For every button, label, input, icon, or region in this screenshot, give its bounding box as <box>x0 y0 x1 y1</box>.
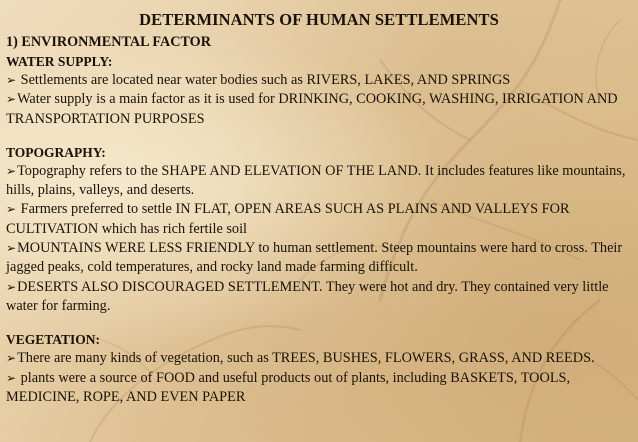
arrow-bullet-icon: ➢ <box>6 73 17 87</box>
topography-point-4: ➢DESERTS ALSO DISCOURAGED SETTLEMENT. They were hot and dry. They contained very little water for farming. <box>6 278 609 314</box>
environmental-factor-heading: 1) ENVIRONMENTAL FACTOR <box>6 34 211 50</box>
arrow-bullet-icon: ➢ <box>6 279 17 294</box>
arrow-bullet-icon: ➢ <box>6 351 17 366</box>
arrow-bullet-icon: ➢ <box>6 241 17 256</box>
water-point-1: ➢ Settlements are located near water bodies such as RIVERS, LAKES, AND SPRINGS <box>6 72 511 88</box>
topography-point-2: ➢ Farmers preferred to settle IN FLAT, OPEN AREAS SUCH AS PLAINS AND VALLEYS FOR CULTIVATION which has rich fertile soil <box>6 201 570 237</box>
arrow-bullet-icon: ➢ <box>6 92 17 107</box>
arrow-bullet-icon: ➢ <box>6 202 17 217</box>
arrow-bullet-icon: ➢ <box>6 163 17 178</box>
topography-heading: TOPOGRAPHY: <box>6 144 106 160</box>
vegetation-point-1: ➢There are many kinds of vegetation, such as TREES, BUSHES, FLOWERS, GRASS, AND REEDS. <box>6 350 595 367</box>
vegetation-heading: VEGETATION: <box>6 332 101 348</box>
water-supply-heading: WATER SUPPLY: <box>6 54 113 69</box>
topography-point-1: ➢Topography refers to the SHAPE AND ELEVATION OF THE LAND. It includes features like mountains, hills, plains, valleys, and deserts. <box>6 162 626 199</box>
water-point-2: ➢Water supply is a main factor as it is used for DRINKING, COOKING, WASHING, IRRIGATION AND TRANSPORTATION PURPOSES <box>6 91 618 127</box>
arrow-bullet-icon: ➢ <box>6 370 17 385</box>
vegetation-point-2: ➢ plants were a source of FOOD and useful products out of plants, including BASKETS, TOOLS, MEDICINE, ROPE, AND EVEN PAPER <box>6 369 571 405</box>
slide-title: DETERMINANTS OF HUMAN SETTLEMENTS <box>139 10 499 29</box>
topography-point-3: ➢MOUNTAINS WERE LESS FRIENDLY to human settlement. Steep mountains were hard to cross. Their jagged peaks, cold temperatures, and rocky land made farming difficult. <box>6 240 623 276</box>
